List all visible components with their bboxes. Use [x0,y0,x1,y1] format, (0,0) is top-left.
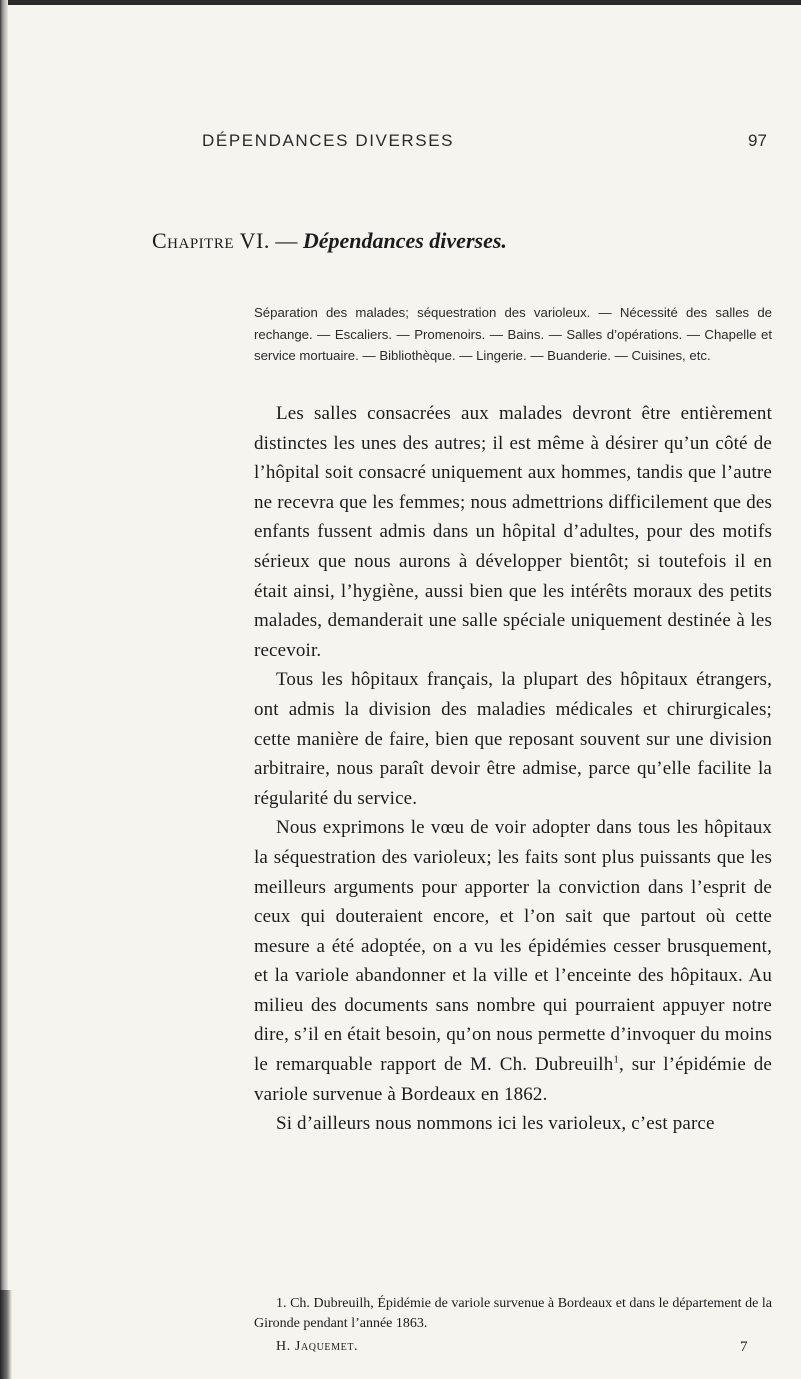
chapter-label: Chapitre VI. [152,228,270,253]
paragraph-1: Les salles consacrées aux malades devront être entièrement distinctes les unes des autres; il est même à désirer qu’un côté de l’hôpital soit consacré uniquement aux hommes, tandis que l’autre ne recevra que les femmes; nous admettrions difficilement que des enfants fussent admis dans un hôpital d’adultes, pour des motifs sérieux que nous aurons à développer bientôt; si toutefois il en était ainsi, l’hygiène, aussi bien que les intérêts moraux des petits malades, demanderait une salle spéciale uniquement destinée à les recevoir. [254,403,772,661]
chapter-heading [152,228,712,254]
chapter-summary [254,302,772,367]
page-top-edge [0,0,801,5]
signature-mark: H. Jaquemet. [276,1339,359,1354]
running-head [0,131,801,155]
paragraph-3-text: Nous exprimons le vœu de voir adopter dans tous les hôpitaux la séquestration des varioleux; les faits sont plus puissants que les meilleurs arguments pour apporter la conviction dans l’esprit de ceux qui douteraient encore, et l’on sait que partout où cette mesure a été adoptée, on a vu les épidémies cesser brusquement, et la variole abandonner et la ville et l’enceinte des hôpitaux. Au milieu des documents sans nombre qui pourraient appuyer notre dire, s’il en était besoin, qu’on nous permette d’invoquer du moins le remarquable rapport de M. Ch. Dubreuilh [254,817,772,1076]
footnote-reference: 1 [613,1053,619,1066]
printer-signature [276,1339,772,1355]
footnote-1: 1. Ch. Dubreuilh, Épidémie de variole survenue à Bordeaux et dans le département de la Gironde pendant l’année 1863. [254,1296,772,1331]
paragraph-2: Tous les hôpitaux français, la plupart des hôpitaux étrangers, ont admis la division des maladies médicales et chirurgicales; cette manière de faire, bien que reposant souvent sur une division arbitraire, nous paraît devoir être admise, parce qu’elle facilite la régularité du service. [254,669,772,809]
page-number: 97 [748,131,767,150]
paragraph-3 [254,813,772,1109]
running-head-title: DÉPENDANCES DIVERSES [202,131,455,150]
body-text [254,399,772,1139]
summary-text: Séparation des malades; séquestration des varioleux. — Nécessité des salles de rechange. — Escaliers. — Promenoirs. — Bains. — Salles d’opérations. — Chapelle et service mortuaire. — Bibliothèque. — Lingerie. — Buanderie. — Cuisines, etc. [254,305,772,363]
binding-shadow [0,0,8,1379]
chapter-separator: — [269,228,303,253]
chapter-title: Dépendances diverses. [302,228,507,253]
sheet-number: 7 [740,1339,748,1355]
binding-shadow-bottom [0,1290,12,1379]
paragraph-4: Si d’ailleurs nous nommons ici les varioleux, c’est parce [276,1113,715,1135]
footnotes [254,1294,772,1334]
paragraph-3-text-end: , sur l’épidémie de variole survenue à Bordeaux en 1862. [254,1054,772,1105]
